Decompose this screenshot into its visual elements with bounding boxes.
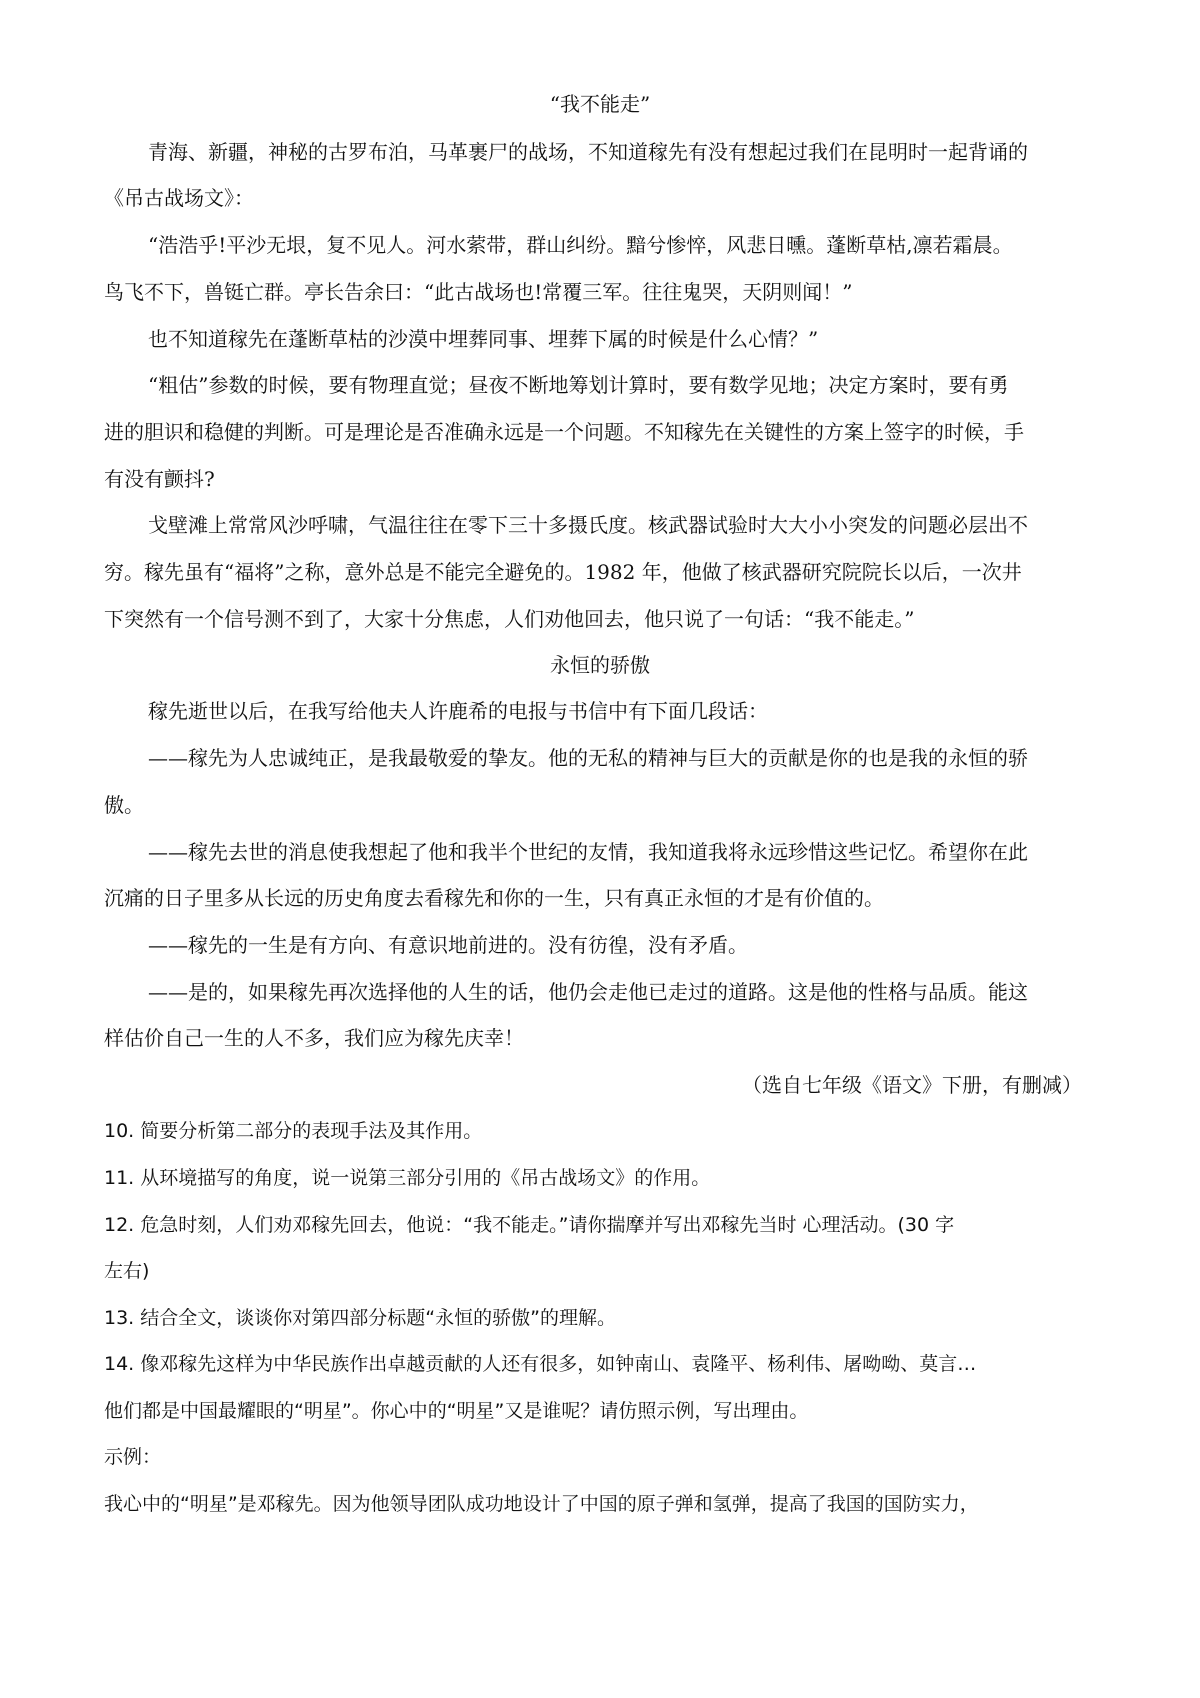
paragraph-line: ——稼先为人忠诚纯正，是我最敬爱的挚友。他的无私的精神与巨大的贡献是你的也是我的永恒的骄 — [148, 746, 1028, 770]
question-10: 10. 简要分析第二部分的表现手法及其作用。 — [104, 1120, 483, 1142]
quote-line: 鸟飞不下，兽铤亡群。亭长告余曰：“此古战场也!常覆三军。往往鬼哭，天阴则闻！” — [104, 280, 853, 304]
paragraph-line: 青海、新疆，神秘的古罗布泊，马革裹尸的战场，不知道稼先有没有想起过我们在昆明时一起背诵的 — [148, 140, 1028, 164]
example-text: 我心中的“明星”是邓稼先。因为他领导团队成功地设计了中国的原子弹和氢弹，提高了我国的国防实力， — [104, 1493, 979, 1515]
paragraph-line: 样估价自己一生的人不多，我们应为稼先庆幸！ — [104, 1026, 524, 1050]
source-note: （选自七年级《语文》下册，有删减） — [742, 1073, 1082, 1097]
paragraph-line: ——稼先去世的消息使我想起了他和我半个世纪的友情，我知道我将永远珍惜这些记忆。希望你在此 — [148, 840, 1028, 864]
quote-line: “浩浩乎!平沙无垠，复不见人。河水萦带，群山纠纷。黯兮惨悴，风悲日曛。蓬断草枯,凛若霜晨。 — [148, 233, 1013, 257]
paragraph-line: 《吊古战场文》： — [104, 186, 254, 210]
paragraph-line: 稼先逝世以后，在我写给他夫人许鹿希的电报与书信中有下面几段话： — [148, 699, 768, 723]
paragraph-line: 进的胆识和稳健的判断。可是理论是否准确永远是一个问题。不知稼先在关键性的方案上签字的时候，手 — [104, 420, 1024, 444]
example-label: 示例： — [104, 1446, 162, 1468]
paragraph-line: 沉痛的日子里多从长远的历史角度去看稼先和你的一生，只有真正永恒的才是有价值的。 — [104, 886, 884, 910]
question-11: 11. 从环境描写的角度，说一说第三部分引用的《吊古战场文》的作用。 — [104, 1167, 711, 1189]
paragraph-line: ——稼先的一生是有方向、有意识地前进的。没有彷徨，没有矛盾。 — [148, 933, 748, 957]
paragraph-line: 穷。稼先虽有“福将”之称，意外总是不能完全避免的。1982 年，他做了核武器研究院院长以后，一次井 — [104, 560, 1022, 584]
paragraph-line: ——是的，如果稼先再次选择他的人生的话，他仍会走他已走过的道路。这是他的性格与品质。能这 — [148, 980, 1028, 1004]
paragraph-line: “粗估”参数的时候，要有物理直觉；昼夜不断地筹划计算时，要有数学见地；决定方案时，要有勇 — [148, 373, 1009, 397]
question-14: 14. 像邓稼先这样为中华民族作出卓越贡献的人还有很多，如钟南山、袁隆平、杨利伟、屠呦呦、莫言… — [104, 1353, 977, 1375]
section-heading-wo-bu-neng-zou: “我不能走” — [549, 92, 651, 116]
paragraph-line: 下突然有一个信号测不到了，大家十分焦虑，人们劝他回去，他只说了一句话：“我不能走。” — [104, 607, 915, 631]
question-14-continued: 他们都是中国最耀眼的“明星”。你心中的“明星”又是谁呢？请仿照示例，写出理由。 — [104, 1400, 809, 1422]
paragraph-line: 也不知道稼先在蓬断草枯的沙漠中埋葬同事、埋葬下属的时候是什么心情？” — [148, 327, 819, 351]
section-heading-yong-heng-de-jiao-ao: 永恒的骄傲 — [550, 653, 650, 677]
paragraph-line: 有没有颤抖? — [104, 467, 215, 491]
paragraph-line: 傲。 — [104, 793, 144, 817]
question-12-continued: 左右) — [104, 1260, 150, 1282]
paragraph-line: 戈壁滩上常常风沙呼啸，气温往往在零下三十多摄氏度。核武器试验时大大小小突发的问题必层出不 — [148, 513, 1028, 537]
question-13: 13. 结合全文，谈谈你对第四部分标题“永恒的骄傲”的理解。 — [104, 1307, 616, 1329]
question-12: 12. 危急时刻，人们劝邓稼先回去，他说：“我不能走。”请你揣摩并写出邓稼先当时 心理活动。(30 字 — [104, 1214, 955, 1236]
